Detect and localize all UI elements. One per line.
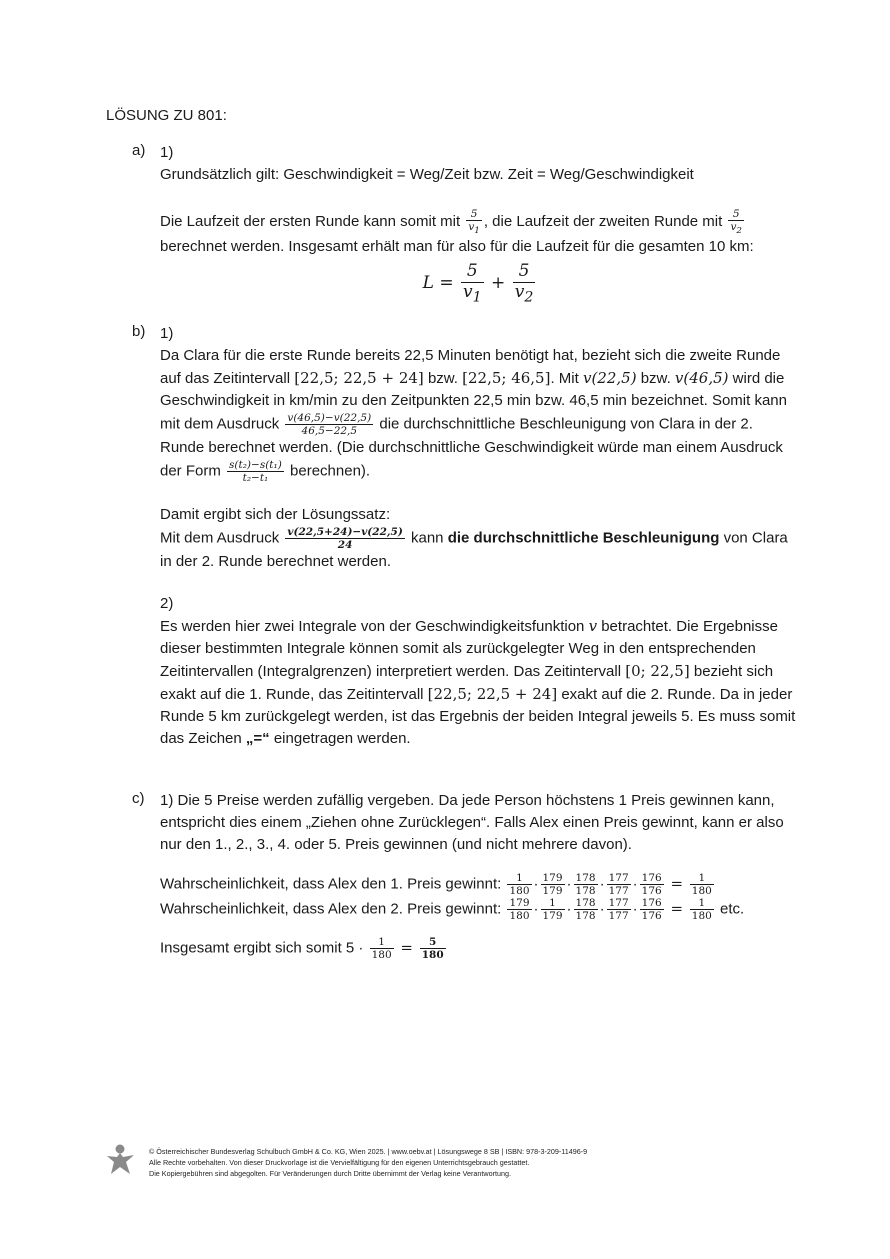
text: etc. <box>720 900 745 918</box>
section-a-line1: Grundsätzlich gilt: Geschwindigkeit = Weg/Zeit bzw. Zeit = Weg/Geschwindigkeit <box>160 166 694 183</box>
fraction: $\frac{176}{176}$ <box>641 897 662 923</box>
section-c <box>160 790 800 961</box>
section-b-para3 <box>160 615 800 750</box>
math-expr: v(46,5) <box>674 369 729 387</box>
section-b-para2-line1: Damit ergibt sich der Lösungssatz: <box>160 506 391 524</box>
fraction: $\frac{177}{177}$ <box>608 897 629 923</box>
section-a-sub1: 1) <box>160 144 174 161</box>
probability-2: Wahrscheinlichkeit, dass Alex den 2. Preis gewinnt: $\frac{179}{180}$ · $\frac{1}{179}$ · $\frac{178}{178}$ · $\frac{177}{177}$ · $\frac{176}{176}$ = $\frac{1}{180}$ etc. <box>160 897 745 923</box>
text: von Clara in der 2. Runde berechnet werden. <box>160 529 788 571</box>
fraction: $\frac{1}{180}$ <box>371 936 392 962</box>
fraction-velocity <box>227 459 284 484</box>
text: eingetragen werden. <box>273 730 411 748</box>
numerator: v(22,5+24)−v(22,5) <box>287 526 403 539</box>
page-title: LÖSUNG ZU 801: <box>106 107 227 124</box>
fraction-5-v2: $\frac{5}{v_2}$ <box>730 208 742 237</box>
fraction: $\frac{1}{180}$ <box>691 872 712 898</box>
section-c-para1: 1) Die 5 Preise werden zufällig vergeben. Da jede Person höchstens 1 Preis gewinnen kann, entspricht dies einem „Ziehen ohne Zurücklegen“. Falls Alex einen Preis gewinnt, kann er also nur den 1., 2., 3., 4. oder 5. Preis gewinnen (und nicht mehrere davon). <box>160 792 784 853</box>
fraction: $\frac{1}{180}$ <box>509 872 530 898</box>
section-a <box>160 142 800 305</box>
section-b <box>160 323 800 750</box>
footer-fees: Die Kopiergebühren sind abgegolten. Für Veränderungen durch Dritte übernimmt der Verlag keine Verantwortung. <box>149 1169 511 1178</box>
denominator: 24 <box>337 539 353 552</box>
fraction: $\frac{179}{180}$ <box>509 897 530 923</box>
fraction-solution <box>285 526 404 551</box>
text: kann <box>411 529 444 547</box>
section-b-sub2: 2) <box>160 595 174 613</box>
text: berechnen). <box>290 462 371 480</box>
fraction: $\frac{1}{179}$ <box>542 897 563 923</box>
section-a-para <box>160 208 800 258</box>
fraction: $\frac{177}{177}$ <box>608 872 629 898</box>
fraction: $\frac{178}{178}$ <box>575 897 596 923</box>
section-b-para2 <box>160 526 800 573</box>
probability-1: Wahrscheinlichkeit, dass Alex den 1. Preis gewinnt: $\frac{1}{180}$ · $\frac{179}{179}$ · $\frac{178}{178}$ · $\frac{177}{177}$ · $\frac{176}{176}$ = $\frac{1}{180}$ <box>160 872 712 898</box>
fraction: $\frac{178}{178}$ <box>575 872 596 898</box>
interval: [22,5; 22,5 + 24] <box>427 685 558 704</box>
denominator: 46,5−22,5 <box>301 425 358 438</box>
interval: [22,5; 46,5] <box>462 369 551 387</box>
interval: [0; 22,5] <box>625 662 690 681</box>
denominator: t₂−t₁ <box>242 472 269 485</box>
numerator: v(46,5)−v(22,5) <box>287 412 372 424</box>
fraction-5-v1: $\frac{5}{v_1}$ <box>468 208 480 237</box>
numerator: s(t₂)−s(t₁) <box>229 459 282 472</box>
fraction: $\frac{5}{v_2}$ <box>514 261 534 306</box>
footer-rights: Alle Rechte vorbehalten. Von dieser Druckvorlage ist die Vervielfältigung für den eigenen Unterrichtsgebrauch gestattet. <box>149 1158 530 1167</box>
total-probability: Insgesamt ergibt sich somit 5 · $\frac{1}{180}$ = $\frac{5}{180}$ <box>160 936 444 962</box>
text: betrachtet. Die Ergebnisse dieser bestimmten Integrale können somit als zurückgelegter Weg in den entsprechenden Zeitintervallen (Integralgrenzen) interpretiert werden. Das Zeitintervall <box>160 618 778 681</box>
text: bzw. <box>640 370 671 387</box>
text: wird die Geschwindigkeit in km/min zu den Zeitpunkten 22,5 min bzw. 46,5 min bezeichnet. Somit kann mit dem Ausdruck <box>160 370 787 433</box>
section-b-para1 <box>160 345 800 484</box>
text: bzw. <box>427 370 458 387</box>
section-c-label: c) <box>132 790 145 807</box>
text: Mit dem Ausdruck <box>160 529 280 547</box>
fraction: $\frac{176}{176}$ <box>641 872 662 898</box>
text: Wahrscheinlichkeit, dass Alex den 2. Preis gewinnt: <box>160 900 502 918</box>
footer-copyright: © Österreichischer Bundesverlag Schulbuch GmbH & Co. KG, Wien 2025. | www.oebv.at | Lösungswege 8 SB | ISBN: 978-3-209-11496-9 <box>149 1147 588 1156</box>
text: Es werden hier zwei Integrale von der Geschwindigkeitsfunktion <box>160 618 585 636</box>
text: . Mit <box>550 370 579 387</box>
bold-text: „=“ <box>245 730 270 748</box>
fraction-result: $\frac{5}{180}$ <box>421 936 444 962</box>
text: die durchschnittliche Beschleunigung von Clara in der 2. Runde berechnet werden. (Die durchschnittliche Geschwindigkeit würde man einem Ausdruck der Form <box>160 415 783 480</box>
formula-L: L = $\frac{5}{v_1}$ + $\frac{5}{v_2}$ <box>422 261 534 306</box>
text: exakt auf die 2. Runde. Da in jeder Runde 5 km zurückgelegt werden, ist das Ergebnis der beiden Integral jeweils 5. Es muss somit das Zeichen <box>160 686 796 748</box>
footer <box>149 1146 587 1179</box>
fraction: $\frac{5}{v_1}$ <box>463 261 482 306</box>
fraction: $\frac{179}{179}$ <box>542 872 563 898</box>
text: bezieht sich exakt auf die 1. Runde, das Zeitintervall <box>160 663 774 704</box>
fraction: $\frac{1}{180}$ <box>691 897 712 923</box>
interval: [22,5; 22,5 + 24] <box>294 369 424 387</box>
section-a-label: a) <box>132 142 146 159</box>
text: Da Clara für die erste Runde bereits 22,5 Minuten benötigt hat, bezieht sich die zweite Runde auf das Zeitintervall <box>160 347 781 387</box>
fraction-acceleration <box>285 412 373 437</box>
section-b-label: b) <box>132 323 146 340</box>
text: berechnet werden. Insgesamt erhält man für also für die Laufzeit für die gesamten 10 km: <box>160 238 754 256</box>
text: Wahrscheinlichkeit, dass Alex den 1. Preis gewinnt: <box>160 875 502 893</box>
math-expr: v(22,5) <box>582 369 637 387</box>
publisher-logo-icon <box>103 1143 137 1177</box>
bold-text: die durchschnittliche Beschleunigung <box>447 529 720 547</box>
text: Die Laufzeit der ersten Runde kann somit mit <box>160 213 461 231</box>
text: Insgesamt ergibt sich somit 5 · <box>160 939 364 957</box>
text: , die Laufzeit der zweiten Runde mit <box>483 213 723 231</box>
math-expr: v <box>588 617 598 636</box>
section-b-sub1: 1) <box>160 325 174 342</box>
